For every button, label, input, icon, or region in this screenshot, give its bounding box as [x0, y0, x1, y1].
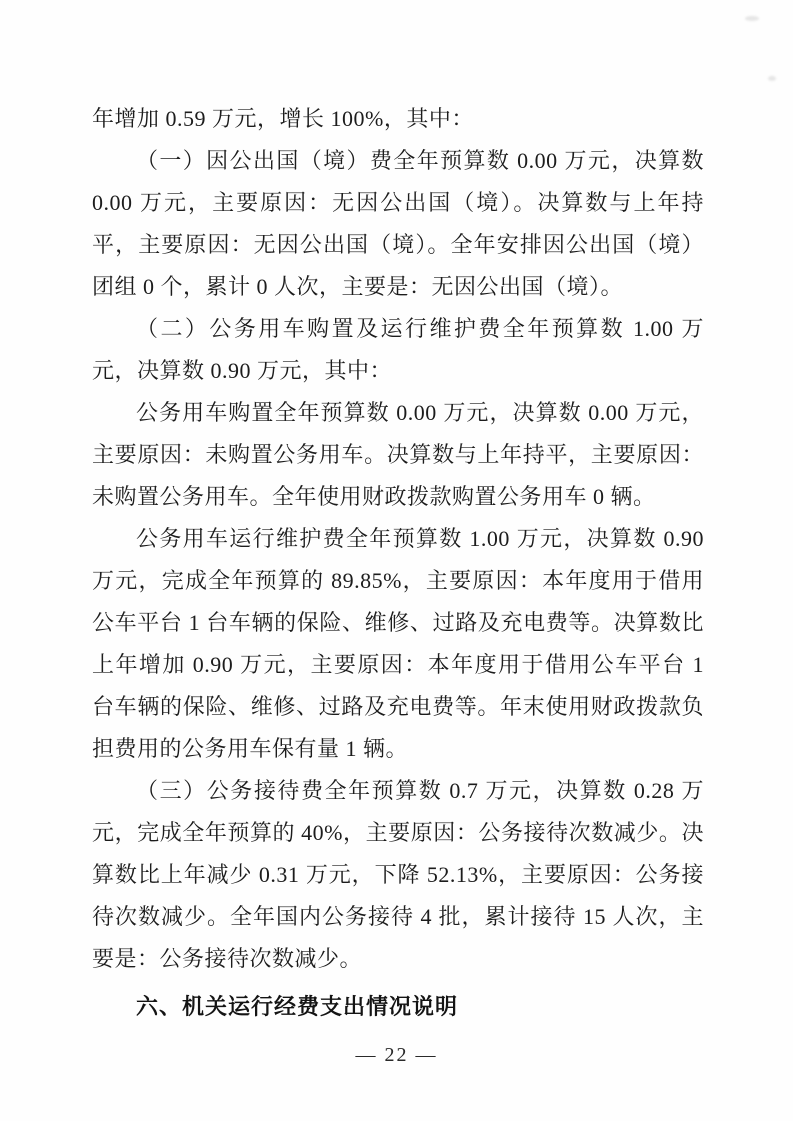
- section-heading: 六、机关运行经费支出情况说明: [136, 994, 459, 1019]
- body-paragraph-vehicle-purchase: 公务用车购置全年预算数 0.00 万元，决算数 0.00 万元，主要原因：未购置公务用车。决算数与上年持平，主要原因：未购置公务用车。全年使用财政拨款购置公务用车 0 辆。: [92, 400, 704, 509]
- page-number: — 22 —: [355, 1044, 438, 1066]
- body-paragraph-item-3: （三）公务接待费全年预算数 0.7 万元，决算数 0.28 万元，完成全年预算的 40%，主要原因：公务接待次数减少。决算数比上年减少 0.31 万元，下降 52.13%，主要原因：公务接待次数减少。全年国内公务接待 4 批，累计接待 15 人次，主要是：公务接待次数减少。: [92, 778, 704, 971]
- body-paragraph-item-1: （一）因公出国（境）费全年预算数 0.00 万元，决算数 0.00 万元，主要原因：无因公出国（境）。决算数与上年持平，主要原因：无因公出国（境）。全年安排因公出国（境）团组 0 个，累计 0 人次，主要是：无因公出国（境）。: [92, 148, 704, 299]
- body-paragraph-vehicle-maintenance: 公务用车运行维护费全年预算数 1.00 万元，决算数 0.90 万元，完成全年预算的 89.85%，主要原因：本年度用于借用公车平台 1 台车辆的保险、维修、过路及充电费等。决算数比上年增加 0.90 万元，主要原因：本年度用于借用公车平台 1 台车辆的保险、维修、过路及充电费等。年末使用财政拨款负担费用的公务用车保有量 1 辆。: [92, 526, 704, 761]
- body-paragraph-continuation: 年增加 0.59 万元，增长 100%，其中：: [92, 106, 474, 131]
- body-paragraph-item-2: （二）公务用车购置及运行维护费全年预算数 1.00 万元，决算数 0.90 万元，其中：: [92, 316, 704, 383]
- scan-artifact: [768, 76, 776, 81]
- document-body: [92, 98, 704, 1028]
- scan-artifact: [745, 16, 759, 21]
